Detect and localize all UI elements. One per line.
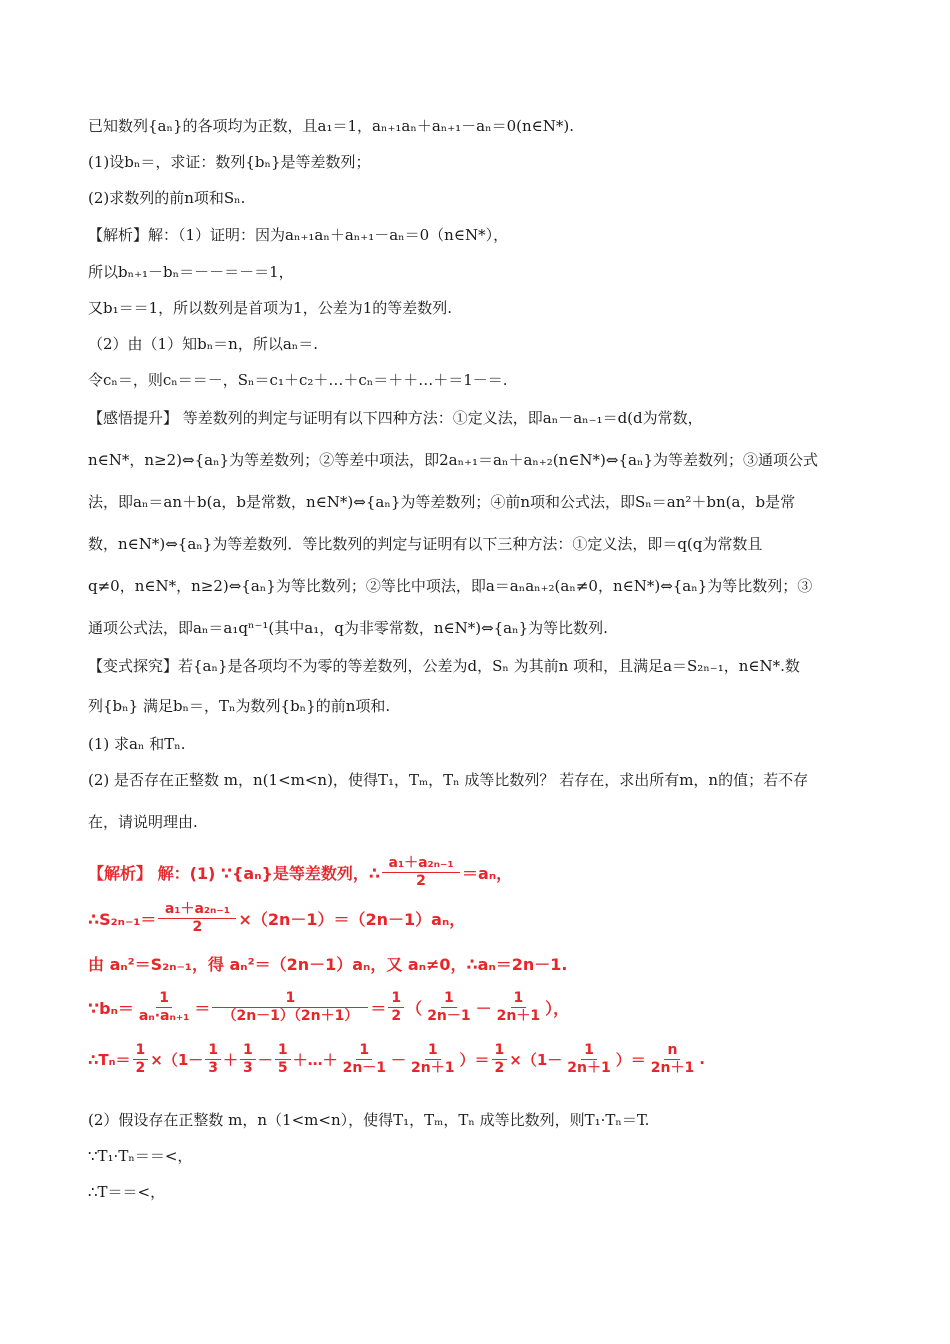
fraction: $\frac{\text{a₁＋a₂ₙ₋₁}}{2}$ — [382, 855, 460, 890]
insight-line-2: n∈N*，n≥2)⇔{aₙ}为等差数列；②等差中项法，即2aₙ₊₁＝aₙ＋aₙ₊₂(n∈N*)⇔{aₙ}为等差数列；③通项公式 — [88, 451, 818, 469]
red-solution-line-1: 【解析】 解：(1) ∵{aₙ}是等差数列，∴ $\frac{\text{a₁＋a₂ₙ₋₁}}{2}$ ＝aₙ， — [88, 854, 513, 889]
solution-line-3: 又b₁＝＝1，所以数列是首项为1，公差为1的等差数列. — [88, 299, 453, 317]
variant-question-1: (1) 求aₙ 和Tₙ. — [88, 735, 186, 753]
variant-line-1: 【变式探究】若{aₙ}是各项均不为零的等差数列，公差为d，Sₙ 为其前n 项和，且满足a＝S₂ₙ₋₁，n∈N*.数 — [88, 657, 800, 675]
variant-question-2b: 在，请说明理由. — [88, 813, 198, 831]
solution-line-5: 令cₙ＝，则cₙ＝＝－，Sₙ＝c₁＋c₂＋…＋cₙ＝＋＋…＋＝1－＝. — [88, 371, 508, 389]
solution-line-2: 所以bₙ₊₁－bₙ＝－－＝－＝1， — [88, 263, 294, 281]
insight-line-3: 法，即aₙ＝an＋b(a，b是常数，n∈N*)⇔{aₙ}为等差数列；④前n项和公式法，即Sₙ＝an²＋bn(a，b是常 — [88, 493, 796, 511]
red-solution-line-3: 由 aₙ²＝S₂ₙ₋₁，得 aₙ²＝（2n－1）aₙ，又 aₙ≠0，∴aₙ＝2n－1. — [88, 955, 568, 974]
solution-line-1: 【解析】解：（1）证明：因为aₙ₊₁aₙ＋aₙ₊₁－aₙ＝0（n∈N*）， — [88, 226, 509, 244]
fraction: $\frac{\text{a₁＋a₂ₙ₋₁}}{2}$ — [158, 901, 236, 936]
solution-line-4: （2）由（1）知bₙ＝n，所以aₙ＝. — [88, 335, 319, 353]
fraction: $\frac{1}{3}$ — [205, 1042, 221, 1077]
red-solution-line-4: ∵bₙ＝ $\frac{1}{\text{aₙ·aₙ₊₁}}$ ＝ $\frac{1}{(2n-1)(2n+1)}$ ＝ $\frac{1}{2}$ （ $\frac{1}{2n-1}$ － $\frac{1}{2n+1}$ ）， — [88, 989, 570, 1024]
part2-line-2: ∵T₁·Tₙ＝＝<， — [88, 1147, 193, 1165]
red-solution-line-2: ∴S₂ₙ₋₁＝ $\frac{\text{a₁＋a₂ₙ₋₁}}{2}$ ×（2n－1）＝（2n－1）aₙ， — [88, 900, 466, 935]
fraction: $\frac{1}{2n-1}$ — [427, 989, 471, 1024]
fraction: $\frac{1}{3}$ — [240, 1042, 256, 1077]
red-solution-line-5: ∴Tₙ＝ $\frac{1}{2}$ ×（1－ $\frac{1}{3}$ ＋ $\frac{1}{3}$ － $\frac{1}{5}$ ＋…＋ $\frac{1}{2n-1}$ － $\frac{1}{2n+1}$ ）＝ $\frac{1}{2}$ ×（1－ $\frac{1}{2n+1}$ ）＝ $\frac{n}{2n+1}$ . — [88, 1041, 705, 1076]
problem-question-2: (2)求数列的前n项和Sₙ. — [88, 189, 246, 207]
variant-line-2: 列{bₙ} 满足bₙ＝，Tₙ为数列{bₙ}的前n项和. — [88, 697, 391, 715]
fraction: $\frac{1}{\text{aₙ·aₙ₊₁}}$ — [138, 989, 190, 1024]
insight-line-4: 数，n∈N*)⇔{aₙ}为等差数列．等比数列的判定与证明有以下三种方法：①定义法，即＝q(q为常数且 — [88, 535, 763, 553]
fraction: $\frac{1}{2n+1}$ — [496, 989, 541, 1024]
fraction: $\frac{1}{2n+1}$ — [411, 1041, 455, 1076]
fraction: $\frac{1}{2n+1}$ — [567, 1041, 611, 1076]
insight-line-5: q≠0，n∈N*，n≥2)⇔{aₙ}为等比数列；②等比中项法，即a＝aₙaₙ₊₂(aₙ≠0，n∈N*)⇔{aₙ}为等比数列；③ — [88, 577, 813, 595]
variant-question-2a: (2) 是否存在正整数 m，n(1<m<n)，使得T₁，Tₘ，Tₙ 成等比数列？ 若存在，求出所有m，n的值；若不存 — [88, 771, 809, 789]
insight-line-1: 【感悟提升】 等差数列的判定与证明有以下四种方法：①定义法，即aₙ－aₙ₋₁＝d(d为常数， — [88, 409, 703, 427]
fraction: $\frac{1}{5}$ — [275, 1042, 291, 1077]
problem-question-1: (1)设bₙ＝，求证：数列{bₙ}是等差数列； — [88, 153, 371, 171]
fraction: $\frac{1}{2}$ — [133, 1042, 149, 1077]
insight-line-6: 通项公式法，即aₙ＝a₁qⁿ⁻¹(其中a₁，q为非零常数，n∈N*)⇔{aₙ}为等比数列. — [88, 619, 608, 637]
fraction: $\frac{n}{2n+1}$ — [650, 1041, 695, 1076]
part2-line-1: (2）假设存在正整数 m，n（1<m<n），使得T₁，Tₘ，Tₙ 成等比数列，则T₁·Tₙ＝T. — [88, 1111, 650, 1129]
fraction: $\frac{1}{2}$ — [492, 1042, 508, 1077]
fraction: $\frac{1}{(2n-1)(2n+1)}$ — [212, 990, 368, 1025]
fraction: $\frac{1}{2}$ — [388, 990, 404, 1025]
fraction: $\frac{1}{2n-1}$ — [342, 1041, 387, 1076]
part2-line-3: ∴T＝＝<， — [88, 1183, 166, 1201]
problem-statement: 已知数列{aₙ}的各项均为正数，且a₁＝1，aₙ₊₁aₙ＋aₙ₊₁－aₙ＝0(n∈N*). — [88, 117, 575, 135]
